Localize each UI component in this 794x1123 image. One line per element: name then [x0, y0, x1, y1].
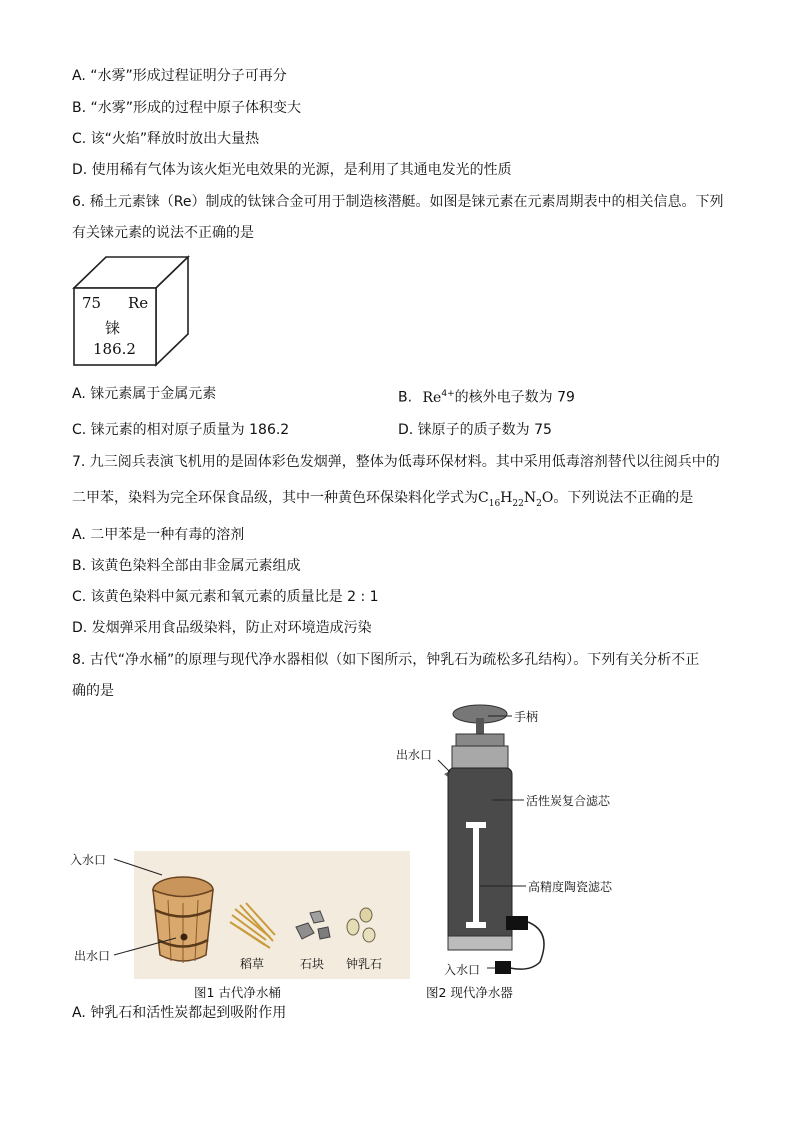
fig2-handle-label: 手柄 — [514, 710, 539, 724]
element-atomic-number: 75 — [82, 294, 102, 312]
q7-option-b: B. 该黄色染料全部由非金属元素组成 — [72, 558, 301, 574]
q5-option-b: B. “水雾”形成的过程中原子体积变大 — [72, 100, 302, 116]
figure-1-ancient-bucket — [70, 845, 415, 1005]
fig1-straw-label: 稻草 — [240, 957, 265, 971]
q8-option-a: A. 钟乳石和活性炭都起到吸附作用 — [72, 1005, 287, 1021]
fig1-caption: 图1 古代净水桶 — [194, 985, 281, 1000]
element-name: 铼 — [105, 319, 121, 337]
bucket-illustration — [70, 845, 415, 1005]
fig2-carbon-filter-label: 活性炭复合滤芯 — [526, 794, 611, 808]
fig1-inlet-label: 入水口 — [70, 853, 107, 867]
q6-stem-line2: 有关铼元素的说法不正确的是 — [72, 225, 254, 241]
fig2-outlet-label: 出水口 — [396, 748, 433, 762]
element-symbol: Re — [128, 294, 149, 312]
formula-n-count: 2 — [536, 498, 542, 509]
fig2-caption: 图2 现代净水器 — [426, 985, 513, 1000]
q5-option-c: C. 该“火焰”释放时放出大量热 — [72, 131, 260, 147]
formula-h: H — [500, 490, 513, 506]
q6-option-d: D. 铼原子的质子数为 75 — [398, 422, 552, 438]
q6-option-c: C. 铼元素的相对原子质量为 186.2 — [72, 422, 290, 438]
q7-chemical-formula — [478, 490, 554, 509]
q7-stem-line2-pre: 二甲苯，染料为完全环保食品级，其中一种黄色环保染料化学式为 — [72, 490, 478, 506]
q6-option-a: A. 铼元素属于金属元素 — [72, 386, 217, 402]
q7-stem-line2 — [72, 488, 693, 514]
fig1-outlet-label: 出水口 — [74, 949, 111, 963]
q6-stem-line1: 6. 稀土元素铼（Re）制成的钛铼合金可用于制造核潜艇。如图是铼元素在元素周期表中的相关信息。下列 — [72, 194, 724, 210]
q7-option-a: A. 二甲苯是一种有毒的溶剂 — [72, 527, 245, 543]
q6-option-b-label: B. — [398, 389, 413, 406]
q7-option-c: C. 该黄色染料中氮元素和氧元素的质量比是 2 : 1 — [72, 589, 379, 605]
formula-h-count: 22 — [512, 498, 524, 509]
figure-2-modern-purifier — [392, 700, 632, 1005]
q8-stem-line1: 8. 古代“净水桶”的原理与现代净水器相似（如下图所示，钟乳石为疏松多孔结构）。下列有关分析不正 — [72, 652, 700, 668]
fig2-ceramic-filter-label: 高精度陶瓷滤芯 — [528, 880, 613, 894]
formula-o: O — [541, 490, 554, 506]
q6-option-b-ion: Re — [422, 389, 442, 406]
q5-option-d: D. 使用稀有气体为该火炬光电效果的光源，是利用了其通电发光的性质 — [72, 162, 512, 178]
q8-stem-line2: 确的是 — [72, 683, 114, 699]
fig2-inlet-label: 入水口 — [444, 963, 481, 977]
element-tile — [72, 254, 192, 369]
q6-option-b-charge: 4+ — [441, 389, 455, 399]
formula-c-count: 16 — [488, 498, 501, 509]
q6-option-b-text: 的核外电子数为 79 — [454, 389, 575, 406]
q6-option-b — [398, 384, 575, 408]
formula-n: N — [523, 490, 537, 506]
q7-stem-line2-post: 。下列说法不正确的是 — [553, 490, 694, 506]
formula-c: C — [478, 490, 489, 506]
q7-stem-line1: 7. 九三阅兵表演飞机用的是固体彩色发烟弹，整体为低毒环保材料。其中采用低毒溶剂替代以往阅兵中的 — [72, 454, 720, 470]
q7-option-d: D. 发烟弹采用食品级染料，防止对环境造成污染 — [72, 620, 372, 636]
fig1-stalactite-label: 钟乳石 — [346, 957, 383, 971]
q5-option-a: A. “水雾”形成过程证明分子可再分 — [72, 68, 287, 84]
fig1-stone-label: 石块 — [300, 957, 325, 971]
element-atomic-mass: 186.2 — [93, 340, 136, 358]
